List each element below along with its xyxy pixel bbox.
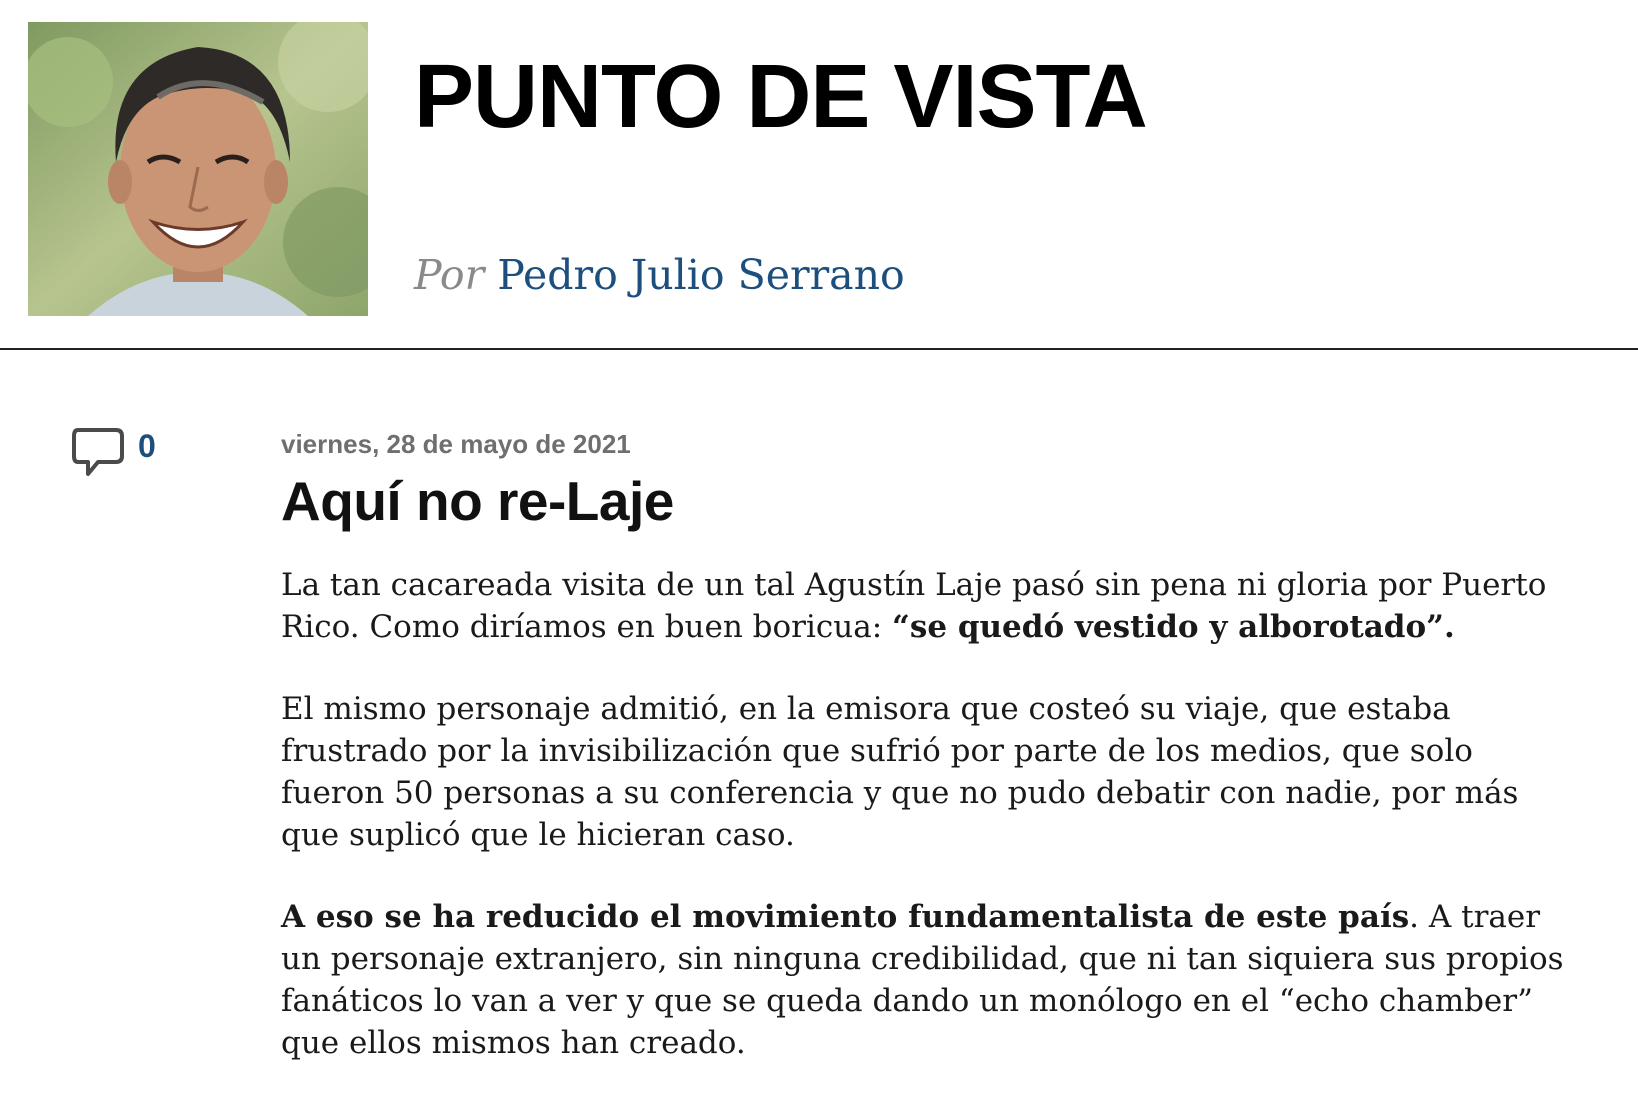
- section-title: PUNTO DE VISTA: [414, 47, 1147, 147]
- paragraph-text: . A traer un personaje extranjero, sin ninguna credibilidad, que ni tan siquiera sus propios fanáticos lo van a ver y que se queda dando un monólogo en el “echo chamber” que ellos mismos han creado.: [281, 899, 1564, 1061]
- article-date: viernes, 28 de mayo de 2021: [281, 429, 631, 459]
- article-title[interactable]: Aquí no re-Laje: [281, 470, 674, 532]
- paragraph-text: El mismo personaje admitió, en la emisora que costeó su viaje, que estaba frustrado por la invisibilización que sufrió por parte de los medios, que solo fueron 50 personas a su conferencia y que no pudo debatir con nadie, por más que suplicó que le hicieran caso.: [281, 691, 1519, 853]
- author-link[interactable]: Pedro Julio Serrano: [497, 251, 905, 299]
- article-paragraph-2: [281, 688, 1581, 856]
- article-paragraph-3: [281, 896, 1581, 1064]
- speech-bubble-icon: [70, 424, 126, 480]
- column-header: [0, 0, 1638, 350]
- paragraph-text: La tan cacareada visita de un tal Agustín Laje pasó sin pena ni gloria por Puerto Rico. Como diríamos en buen boricua:: [281, 567, 1547, 645]
- byline-prefix: Por: [414, 251, 485, 299]
- comments-link[interactable]: [70, 424, 156, 480]
- article-paragraph-1: [281, 564, 1581, 648]
- paragraph-bold-quote: “se quedó vestido y alborotado”.: [892, 609, 1455, 645]
- author-portrait-icon: [28, 22, 368, 316]
- author-photo[interactable]: [28, 22, 368, 316]
- paragraph-bold-lead: A eso se ha reducido el movimiento fundamentalista de este país: [281, 899, 1410, 935]
- byline: [414, 247, 905, 303]
- comment-count[interactable]: 0: [138, 428, 156, 464]
- article: [281, 426, 1581, 1064]
